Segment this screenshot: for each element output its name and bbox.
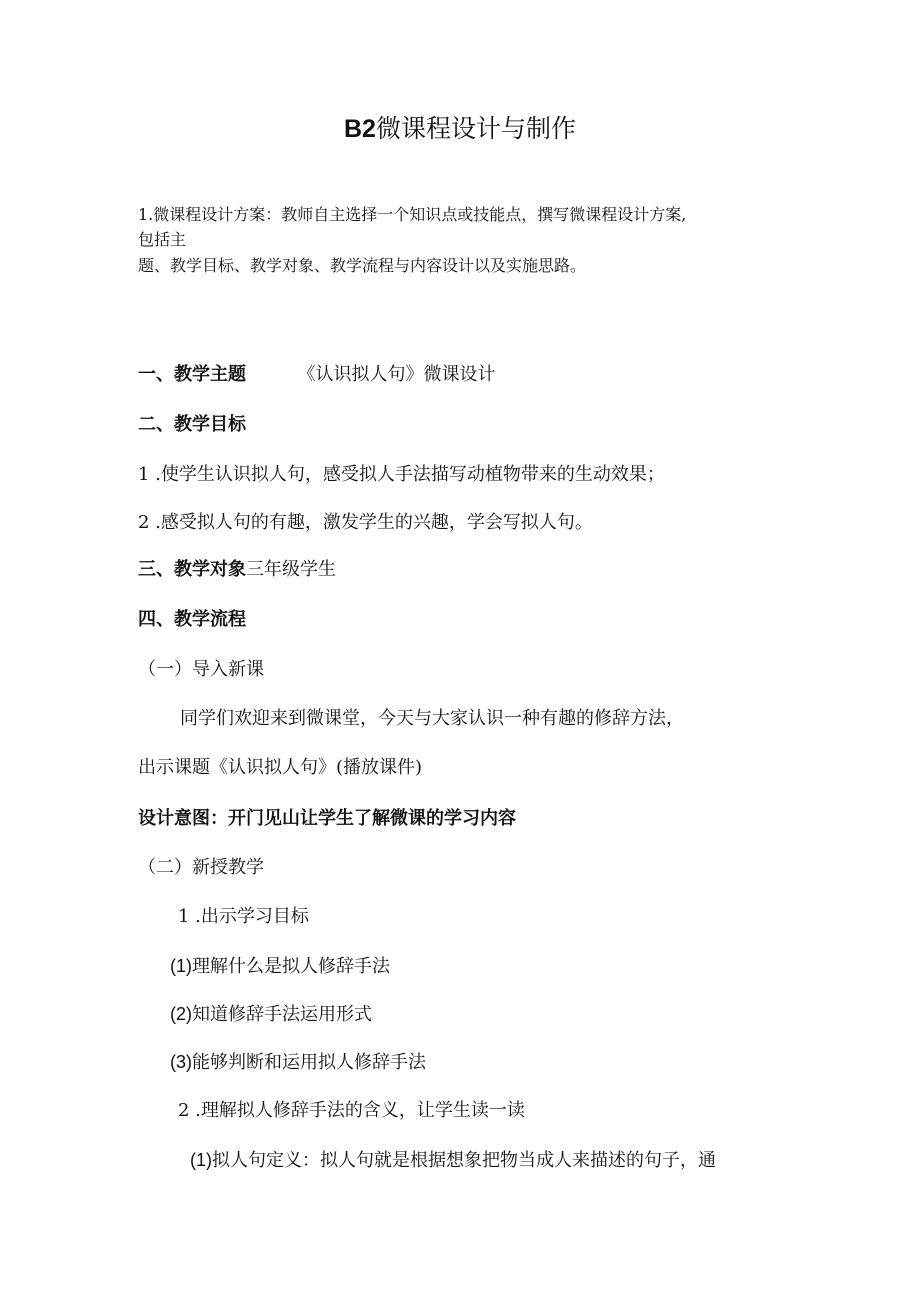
document-title <box>0 112 920 146</box>
definition-number: (1) <box>190 1150 212 1170</box>
flow-part1-para2: 出示课题《认识拟人句》(播放课件) <box>138 757 423 778</box>
objective-2-number: (2) <box>170 1004 192 1024</box>
design-intent: 设计意图：开门见山让学生了解微课的学习内容 <box>138 808 516 829</box>
step-2: 2 .理解拟人修辞手法的含义，让学生读一读 <box>178 1100 525 1121</box>
flow-part1-heading: （一）导入新课 <box>138 659 264 680</box>
title-code: B2 <box>344 115 376 143</box>
flow-part2-heading: （二）新授教学 <box>138 857 264 878</box>
section-topic <box>138 362 495 388</box>
section-goals-heading: 二、教学目标 <box>138 414 246 435</box>
objective-2 <box>170 1001 372 1028</box>
section-audience <box>138 557 336 583</box>
step-1: 1 .出示学习目标 <box>178 906 309 927</box>
definition-text: 拟人句定义：拟人句就是根据想象把物当成人来描述的句子，通 <box>212 1150 716 1171</box>
intro-line-1: 1.微课程设计方案：教师自主选择一个知识点或技能点，撰写微课程设计方案, <box>138 205 687 224</box>
section-flow-heading: 四、教学流程 <box>138 609 246 630</box>
title-text: 微课程设计与制作 <box>375 114 576 143</box>
section-topic-value: 《认识拟人句》微课设计 <box>297 364 496 385</box>
objective-3-number: (3) <box>170 1052 192 1072</box>
flow-part1-para1: 同学们欢迎来到微课堂，今天与大家认识一种有趣的修辞方法， <box>180 708 684 729</box>
intro-line-3: 题、教学目标、教学对象、教学流程与内容设计以及实施思路。 <box>138 256 587 275</box>
objective-3-text: 能够判断和运用拟人修辞手法 <box>192 1052 426 1073</box>
section-audience-heading: 三、教学对象 <box>138 559 246 580</box>
goal-1: 1 .使学生认识拟人句，感受拟人手法描写动植物带来的生动效果； <box>138 464 665 485</box>
intro-line-2: 包括主 <box>138 230 187 249</box>
objective-2-text: 知道修辞手法运用形式 <box>192 1004 372 1025</box>
objective-1 <box>170 953 390 980</box>
objective-1-text: 理解什么是拟人修辞手法 <box>192 956 390 977</box>
section-audience-value: 三年级学生 <box>246 559 336 580</box>
objective-1-number: (1) <box>170 956 192 976</box>
goal-2: 2 .感受拟人句的有趣，激发学生的兴趣，学会写拟人句。 <box>138 512 593 533</box>
objective-3 <box>170 1049 426 1076</box>
section-topic-heading: 一、教学主题 <box>138 364 246 385</box>
definition-line <box>190 1147 716 1174</box>
